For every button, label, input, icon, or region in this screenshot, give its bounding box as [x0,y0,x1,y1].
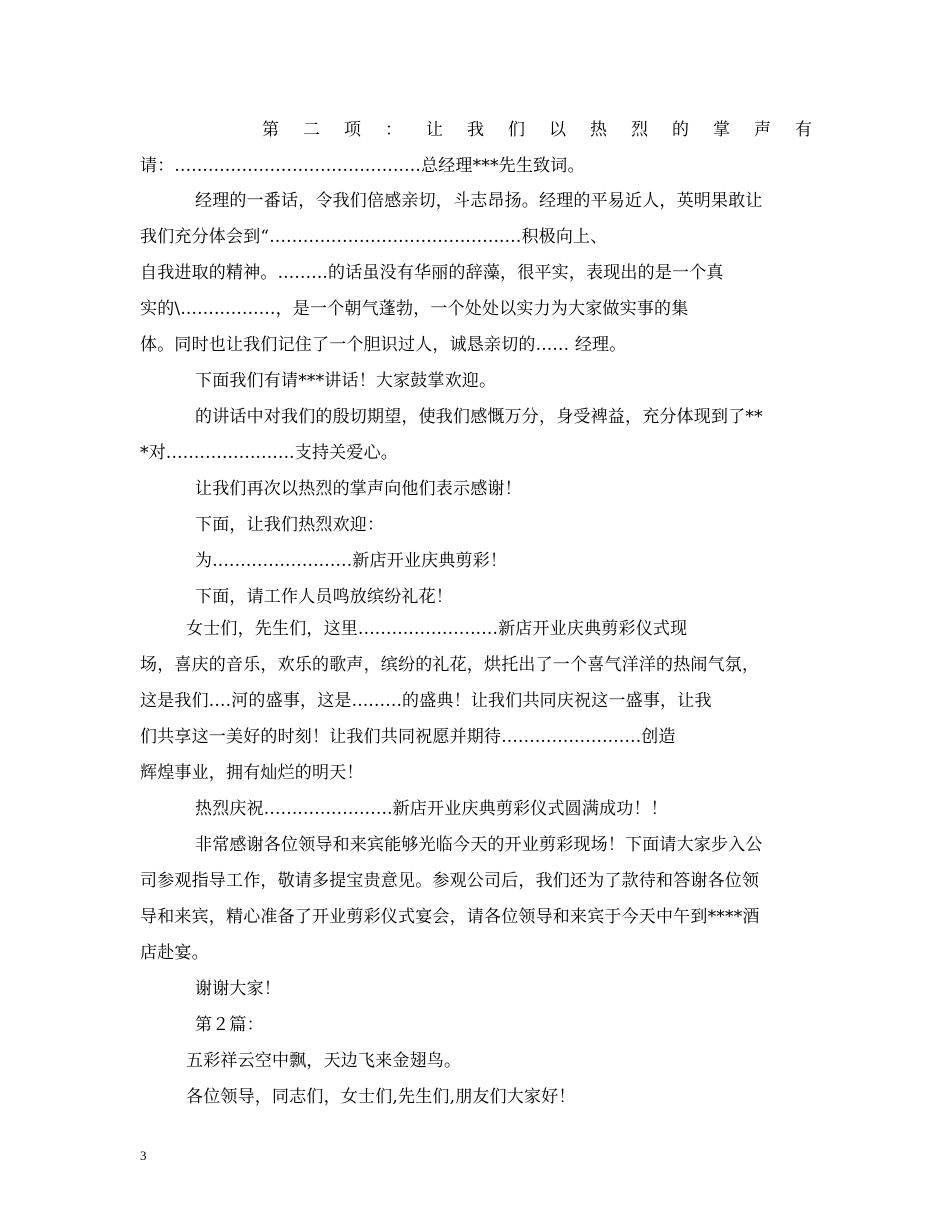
heading-char: 热 [590,120,607,140]
text-line: 非常感谢各位领导和来宾能够光临今天的开业剪彩现场！下面请大家步入公 [195,835,763,855]
text-line: 我们充分体会到“.............................................积极向上、 [140,227,608,247]
text-line: 下面，让我们热烈欢迎： [195,515,385,535]
text-line: 下面我们有请***讲话！大家鼓掌欢迎。 [195,371,497,391]
text-line: *对.......................支持关爱心。 [140,443,398,463]
text-line: 为.........................新店开业庆典剪彩！ [195,551,508,571]
text-line: 下面，请工作人员鸣放缤纷礼花！ [195,587,453,607]
text-line: 谢谢大家！ [195,979,281,999]
text-line: 这是我们....河的盛事，这是.........的盛典！让我们共同庆祝这一盛事，让我 [140,691,712,711]
heading-char: 二 [303,120,320,140]
text-line: 女士们，先生们，这里.........................新店开业庆典剪彩仪式现 [186,619,688,639]
heading-char: 让 [426,120,443,140]
heading-char: 以 [549,120,566,140]
heading-char: 有 [795,120,812,140]
text-line: 司参观指导工作，敬请多提宝贵意见。参观公司后，我们还为了款待和答谢各位领 [140,871,760,891]
heading-char: 们 [508,120,525,140]
text-line: 经理的一番话，令我们倍感亲切，斗志昂扬。经理的平易近人，英明果敢让 [195,191,763,211]
text-line: 的讲话中对我们的殷切期望，使我们感慨万分，身受裨益，充分体现到了** [195,407,763,427]
heading-char: 烈 [631,120,648,140]
heading-char: 的 [672,120,689,140]
text-line: 第２篇： [195,1015,264,1035]
heading-char: 我 [467,120,484,140]
text-line: 热烈庆祝.......................新店开业庆典剪彩仪式圆满成功！！ [195,799,668,819]
text-line: 五彩祥云空中飘，天边飞来金翅鸟。 [186,1051,462,1071]
heading-char: 项 [344,120,361,140]
text-line: 各位领导，同志们，女士们,先生们,朋友们大家好！ [186,1087,576,1107]
text-line: 辉煌事业，拥有灿烂的明天！ [140,763,364,783]
text-line: 让我们再次以热烈的掌声向他们表示感谢！ [195,479,522,499]
heading-char: 掌 [713,120,730,140]
text-line: 体。同时也让我们记住了一个胆识过人，诚恳亲切的...... 经理。 [140,335,627,355]
text-line: 实的\.................，是一个朝气蓬勃，一个处处以实力为大家做实事的集 [140,299,689,319]
text-line: 导和来宾，精心准备了开业剪彩仪式宴会，请各位领导和来宾于今天中午到****酒 [140,907,760,927]
page-number: 3 [140,1148,147,1163]
heading-char: 第 [262,120,279,140]
text-line: 们共享这一美好的时刻！让我们共同祝愿并期待.........................创造 [140,727,676,747]
heading-line-spread [262,118,812,142]
text-line: 自我进取的精神。.........的话虽没有华丽的辞藻，很平实，表现出的是一个真 [140,263,724,283]
heading-char: 声 [754,120,771,140]
text-line: 店赴宴。 [140,943,209,963]
text-line: 场，喜庆的音乐，欢乐的歌声，缤纷的礼花，烘托出了一个喜气洋洋的热闹气氛， [140,655,760,675]
heading-char: ： [385,120,402,140]
text-line: 请：............................................总经理***先生致词。 [140,156,585,176]
